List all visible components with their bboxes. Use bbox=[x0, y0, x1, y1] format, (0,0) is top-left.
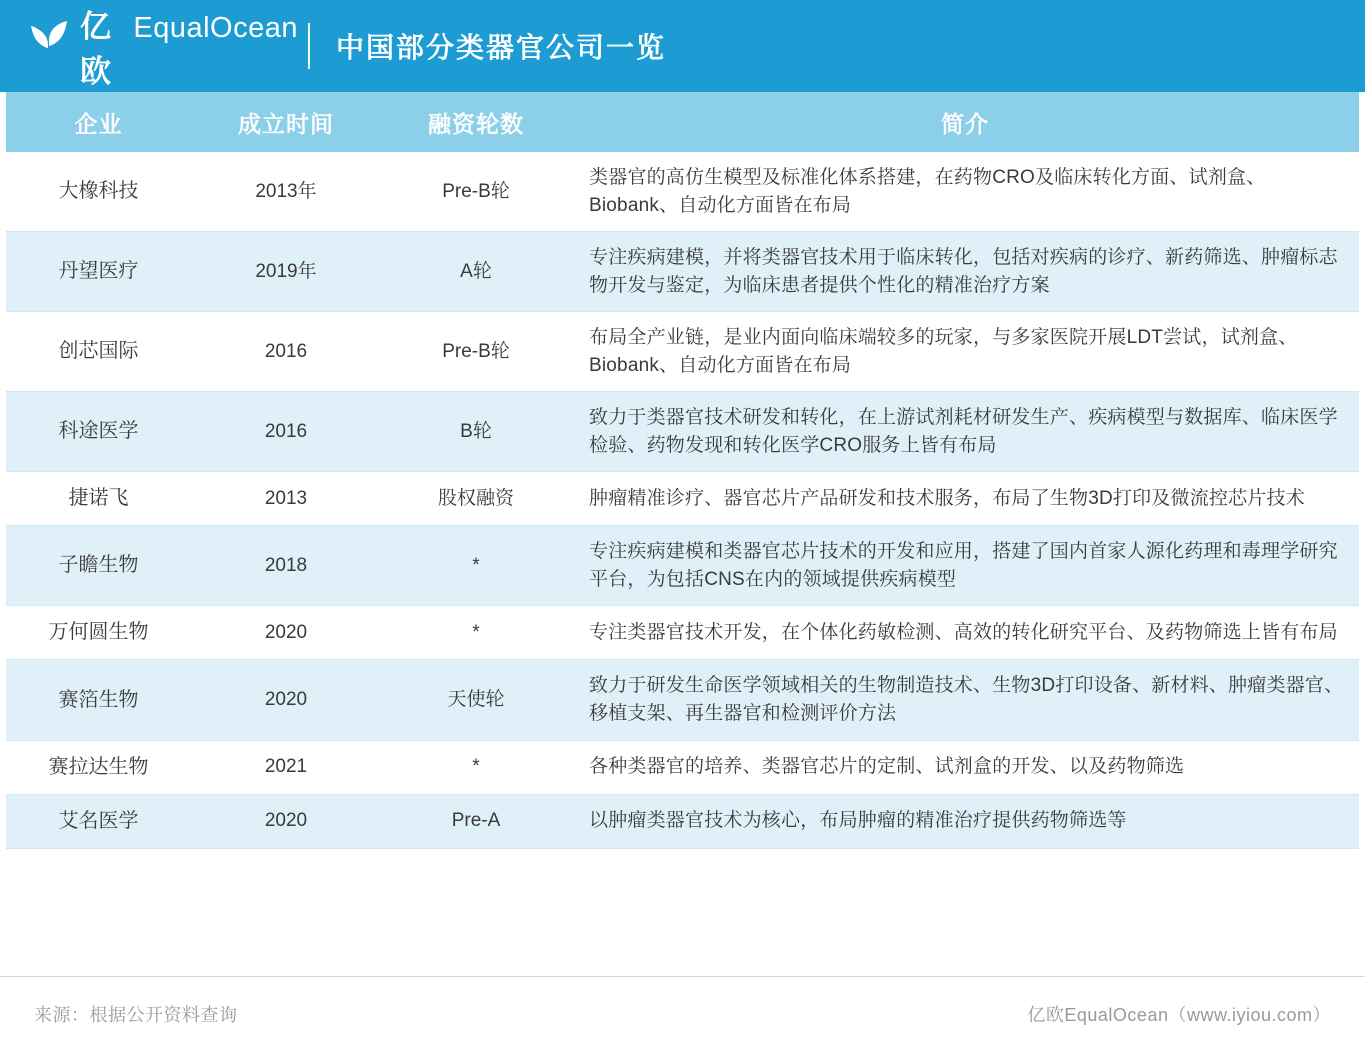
table-row bbox=[6, 794, 1359, 848]
table-row bbox=[6, 312, 1359, 392]
cell-round: * bbox=[381, 526, 571, 606]
column-header-round: 融资轮数 bbox=[381, 92, 571, 152]
table-row bbox=[6, 606, 1359, 660]
cell-round: Pre-A bbox=[381, 794, 571, 848]
cell-round: * bbox=[381, 606, 571, 660]
cell-description: 布局全产业链，是业内面向临床端较多的玩家，与多家医院开展LDT尝试，试剂盒、Biobank、自动化方面皆在布局 bbox=[571, 312, 1359, 392]
cell-description: 肿瘤精准诊疗、器官芯片产品研发和技术服务，布局了生物3D打印及微流控芯片技术 bbox=[571, 472, 1359, 526]
cell-year: 2016 bbox=[191, 312, 381, 392]
column-header-year: 成立时间 bbox=[191, 92, 381, 152]
table-row bbox=[6, 526, 1359, 606]
table-container bbox=[0, 92, 1365, 849]
brand-logo bbox=[28, 1, 298, 91]
cell-year: 2016 bbox=[191, 392, 381, 472]
cell-description: 致力于研发生命医学领域相关的生物制造技术、生物3D打印设备、新材料、肿瘤类器官、移植支架、再生器官和检测评价方法 bbox=[571, 660, 1359, 740]
cell-company: 赛箔生物 bbox=[6, 660, 191, 740]
cell-company: 艾名医学 bbox=[6, 794, 191, 848]
page-footer bbox=[0, 976, 1365, 1050]
source-note: 来源：根据公开资料查询 bbox=[34, 1004, 238, 1025]
cell-company: 赛拉达生物 bbox=[6, 740, 191, 794]
cell-round: * bbox=[381, 740, 571, 794]
table-row bbox=[6, 392, 1359, 472]
cell-round: Pre-B轮 bbox=[381, 152, 571, 232]
cell-round: B轮 bbox=[381, 392, 571, 472]
table-row bbox=[6, 232, 1359, 312]
cell-description: 各种类器官的培养、类器官芯片的定制、试剂盒的开发、以及药物筛选 bbox=[571, 740, 1359, 794]
cell-round: 股权融资 bbox=[381, 472, 571, 526]
brand-wordmark bbox=[80, 1, 298, 91]
cell-year: 2020 bbox=[191, 606, 381, 660]
cell-description: 专注类器官技术开发，在个体化药敏检测、高效的转化研究平台、及药物筛选上皆有布局 bbox=[571, 606, 1359, 660]
cell-description: 致力于类器官技术研发和转化，在上游试剂耗材研发生产、疾病模型与数据库、临床医学检验、药物发现和转化医学CRO服务上皆有布局 bbox=[571, 392, 1359, 472]
cell-year: 2020 bbox=[191, 660, 381, 740]
column-header-company: 企业 bbox=[6, 92, 191, 152]
cell-round: A轮 bbox=[381, 232, 571, 312]
cell-company: 万何圆生物 bbox=[6, 606, 191, 660]
cell-description: 专注疾病建模，并将类器官技术用于临床转化，包括对疾病的诊疗、新药筛选、肿瘤标志物开发与鉴定，为临床患者提供个性化的精准治疗方案 bbox=[571, 232, 1359, 312]
cell-description: 专注疾病建模和类器官芯片技术的开发和应用，搭建了国内首家人源化药理和毒理学研究平台，为包括CNS在内的领域提供疾病模型 bbox=[571, 526, 1359, 606]
cell-round: 天使轮 bbox=[381, 660, 571, 740]
cell-year: 2018 bbox=[191, 526, 381, 606]
cell-year: 2019年 bbox=[191, 232, 381, 312]
table-body bbox=[6, 152, 1359, 848]
cell-company: 捷诺飞 bbox=[6, 472, 191, 526]
cell-description: 类器官的高仿生模型及标准化体系搭建，在药物CRO及临床转化方面、试剂盒、Biobank、自动化方面皆在布局 bbox=[571, 152, 1359, 232]
page-header bbox=[0, 0, 1365, 92]
table-row bbox=[6, 660, 1359, 740]
footer-brand: 亿欧EqualOcean（www.iyiou.com） bbox=[1027, 1004, 1331, 1025]
table-row bbox=[6, 740, 1359, 794]
cell-company: 大橡科技 bbox=[6, 152, 191, 232]
cell-year: 2013 bbox=[191, 472, 381, 526]
table-row bbox=[6, 152, 1359, 232]
cell-company: 子瞻生物 bbox=[6, 526, 191, 606]
table-header bbox=[6, 92, 1359, 152]
cell-year: 2021 bbox=[191, 740, 381, 794]
cell-year: 2020 bbox=[191, 794, 381, 848]
leaf-icon bbox=[28, 21, 70, 71]
header-divider bbox=[308, 23, 310, 69]
companies-table bbox=[6, 92, 1359, 849]
cell-company: 创芯国际 bbox=[6, 312, 191, 392]
cell-description: 以肿瘤类器官技术为核心，布局肿瘤的精准治疗提供药物筛选等 bbox=[571, 794, 1359, 848]
cell-round: Pre-B轮 bbox=[381, 312, 571, 392]
brand-name-cn: 亿欧 bbox=[80, 9, 112, 89]
table-row bbox=[6, 472, 1359, 526]
cell-company: 丹望医疗 bbox=[6, 232, 191, 312]
cell-year: 2013年 bbox=[191, 152, 381, 232]
column-header-desc: 简介 bbox=[571, 92, 1359, 152]
table-header-row bbox=[6, 92, 1359, 152]
page-title: 中国部分类器官公司一览 bbox=[336, 32, 667, 63]
cell-company: 科途医学 bbox=[6, 392, 191, 472]
brand-name-en: EqualOcean bbox=[133, 12, 298, 44]
